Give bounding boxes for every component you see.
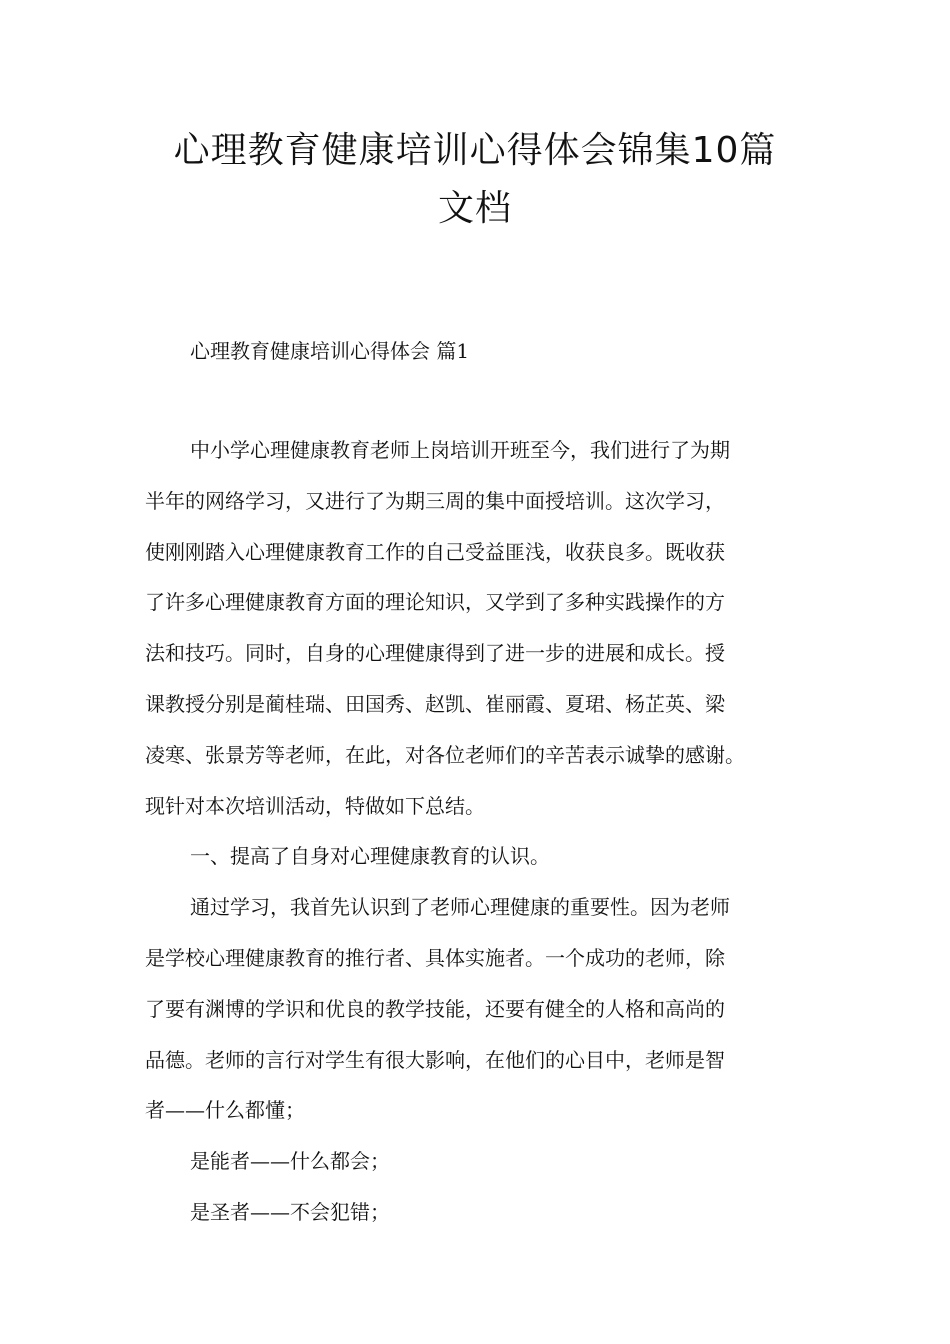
body-line: 中小学心理健康教育老师上岗培训开班至今，我们进行了为期 xyxy=(190,438,730,462)
body-line: 现针对本次培训活动，特做如下总结。 xyxy=(145,793,485,818)
body-line: 课教授分别是蔺桂瑞、田国秀、赵凯、崔丽霞、夏珺、杨芷英、梁 xyxy=(145,691,725,716)
body-line: 凌寒、张景芳等老师，在此，对各位老师们的辛苦表示诚挚的感谢。 xyxy=(145,742,745,767)
body-line: 是能者——什么都会； xyxy=(190,1149,390,1174)
body-line: 一、提高了自身对心理健康教育的认识。 xyxy=(190,844,550,869)
body-line: 了要有渊博的学识和优良的教学技能，还要有健全的人格和高尚的 xyxy=(145,996,725,1021)
body-line: 通过学习，我首先认识到了老师心理健康的重要性。因为老师 xyxy=(190,895,730,920)
body-line: 是圣者——不会犯错； xyxy=(190,1199,390,1224)
body-line: 是学校心理健康教育的推行者、具体实施者。一个成功的老师，除 xyxy=(145,945,725,970)
body-line: 法和技巧。同时，自身的心理健康得到了进一步的进展和成长。授 xyxy=(145,641,725,666)
title-line-1: 心理教育健康培训心得体会锦集10篇 xyxy=(173,130,777,171)
section-heading: 心理教育健康培训心得体会 篇1 xyxy=(190,339,470,363)
document-title xyxy=(0,122,950,238)
body-line: 品德。老师的言行对学生有很大影响，在他们的心目中，老师是智 xyxy=(145,1047,725,1072)
title-line-2: 文档 xyxy=(437,188,512,229)
body-line: 半年的网络学习，又进行了为期三周的集中面授培训。这次学习， xyxy=(145,488,725,513)
body-line: 了许多心理健康教育方面的理论知识，又学到了多种实践操作的方 xyxy=(145,590,725,615)
body-line: 者——什么都懂； xyxy=(145,1098,305,1123)
body-line: 使刚刚踏入心理健康教育工作的自己受益匪浅，收获良多。既收获 xyxy=(145,539,725,564)
document-body xyxy=(145,432,825,1245)
